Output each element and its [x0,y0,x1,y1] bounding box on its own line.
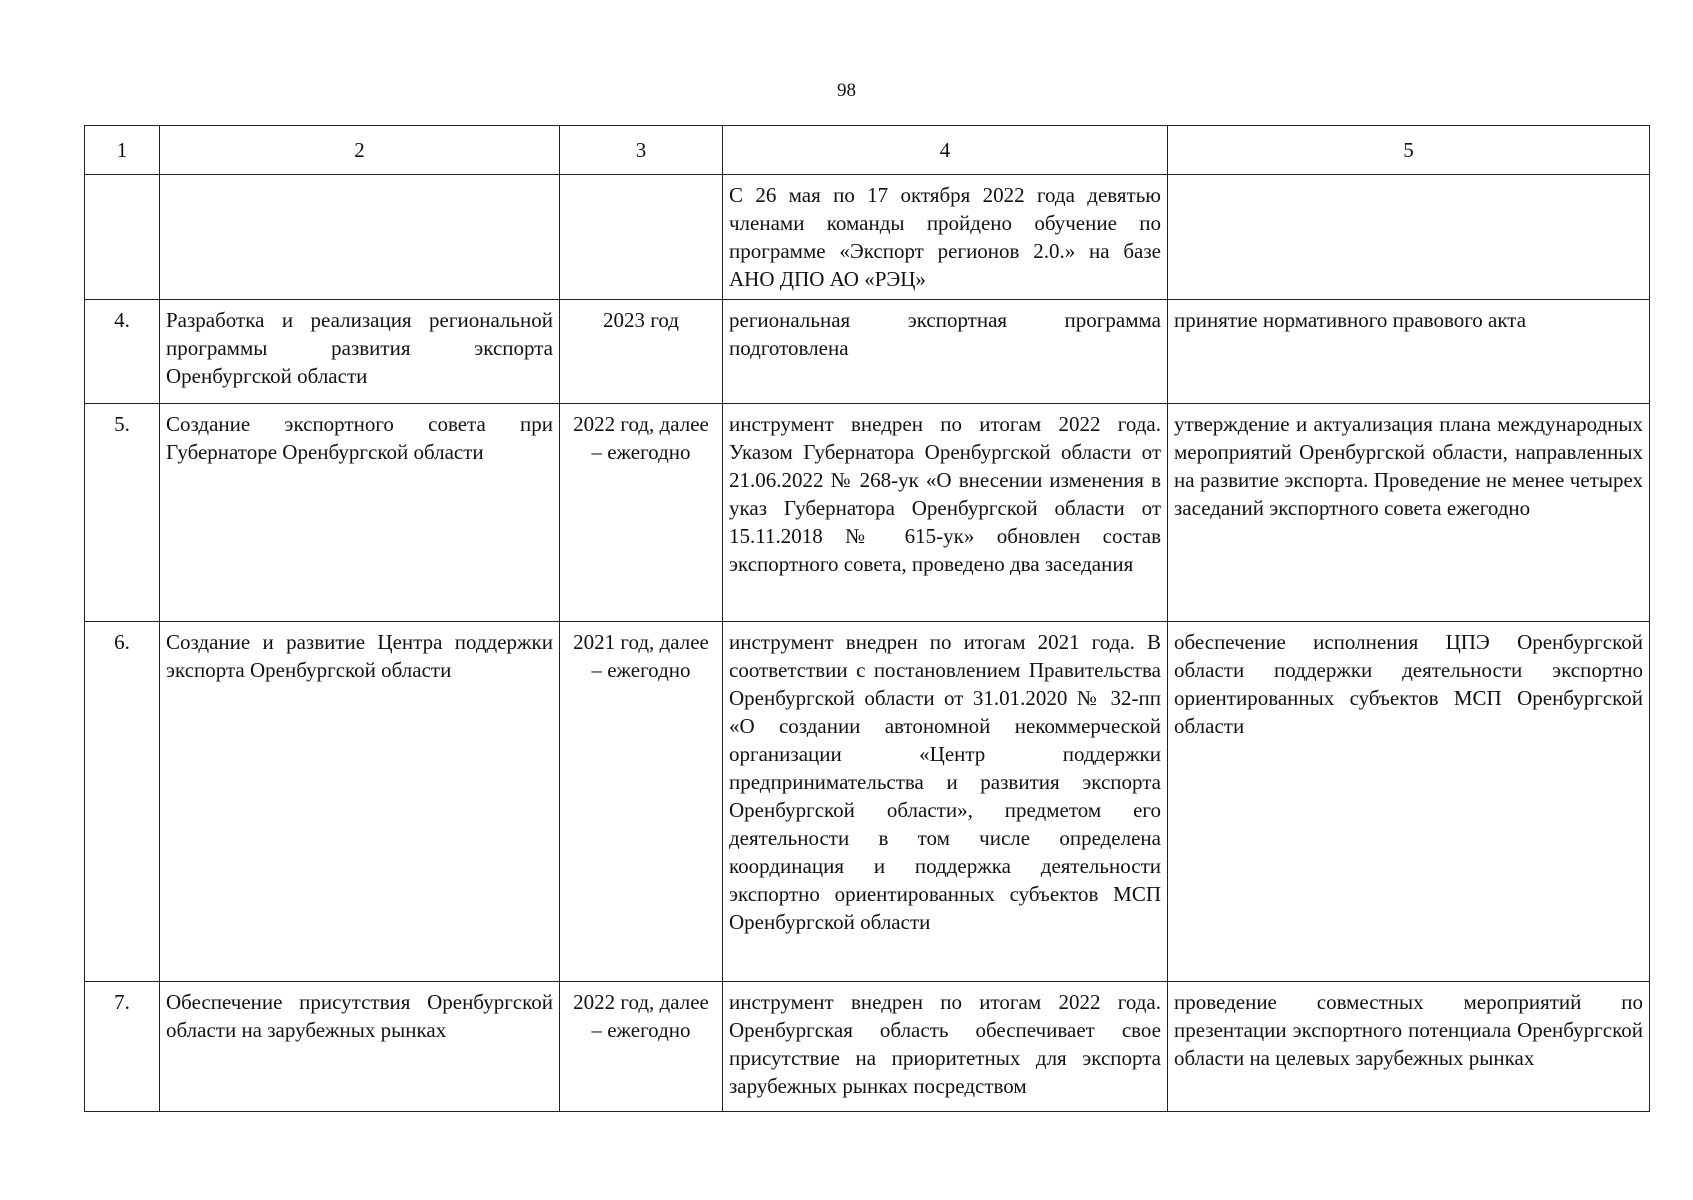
page-number: 98 [837,80,856,101]
term-cell: 2021 год, далее – ежегодно [560,622,723,982]
table-row [85,175,1650,300]
table-row [85,404,1650,622]
status-cell: инструмент внедрен по итогам 2021 года. В соответствии с постановлением Правительства Оренбургской области от 31.01.2020 № 32-пп «О создании автономной некоммерческой организации «Центр поддержки предпринимательства и развития экспорта Оренбургской области», предметом его деятельности в том числе определена координация и поддержка деятельности экспортно ориентированных субъектов МСП Оренбургской области [723,622,1168,982]
term-cell: 2022 год, далее – ежегодно [560,404,723,622]
measure-cell [160,175,560,300]
term-cell: 2022 год, далее – ежегодно [560,982,723,1112]
measure-cell: Создание и развитие Центра поддержки экспорта Оренбургской области [160,622,560,982]
column-header: 3 [560,126,723,175]
measure-cell: Разработка и реализация региональной программы развития экспорта Оренбургской области [160,300,560,404]
status-cell: инструмент внедрен по итогам 2022 года. Указом Губернатора Оренбургской области от 21.06.2022 № 268-ук «О внесении изменения в указ Губернатора Оренбургской области от 15.11.2018 № 615-ук» обновлен состав экспортного совета, проведено два заседания [723,404,1168,622]
column-header: 1 [85,126,160,175]
term-cell [560,175,723,300]
table-row [85,622,1650,982]
row-number: 5. [85,404,160,622]
table-row [85,982,1650,1112]
table-row [85,300,1650,404]
measures-table [84,125,1650,1112]
column-header: 4 [723,126,1168,175]
result-cell: утверждение и актуализация плана международных мероприятий Оренбургской области, направленных на развитие экспорта. Проведение не менее четырех заседаний экспортного совета ежегодно [1168,404,1650,622]
status-cell: С 26 мая по 17 октября 2022 года девятью членами команды пройдено обучение по программе «Экспорт регионов 2.0.» на базе АНО ДПО АО «РЭЦ» [723,175,1168,300]
row-number: 7. [85,982,160,1112]
status-cell: инструмент внедрен по итогам 2022 года. Оренбургская область обеспечивает свое присутствие на приоритетных для экспорта зарубежных рынках посредством [723,982,1168,1112]
column-header: 5 [1168,126,1650,175]
measure-cell: Обеспечение присутствия Оренбургской области на зарубежных рынках [160,982,560,1112]
result-cell: принятие нормативного правового акта [1168,300,1650,404]
result-cell [1168,175,1650,300]
result-cell: проведение совместных мероприятий по презентации экспортного потенциала Оренбургской области на целевых зарубежных рынках [1168,982,1650,1112]
measure-cell: Создание экспортного совета при Губернаторе Оренбургской области [160,404,560,622]
row-number: 4. [85,300,160,404]
result-cell: обеспечение исполнения ЦПЭ Оренбургской области поддержки деятельности экспортно ориентированных субъектов МСП Оренбургской области [1168,622,1650,982]
status-cell: региональная экспортная программа подготовлена [723,300,1168,404]
row-number: 6. [85,622,160,982]
table-header-row [85,126,1650,175]
row-number [85,175,160,300]
column-header: 2 [160,126,560,175]
term-cell: 2023 год [560,300,723,404]
